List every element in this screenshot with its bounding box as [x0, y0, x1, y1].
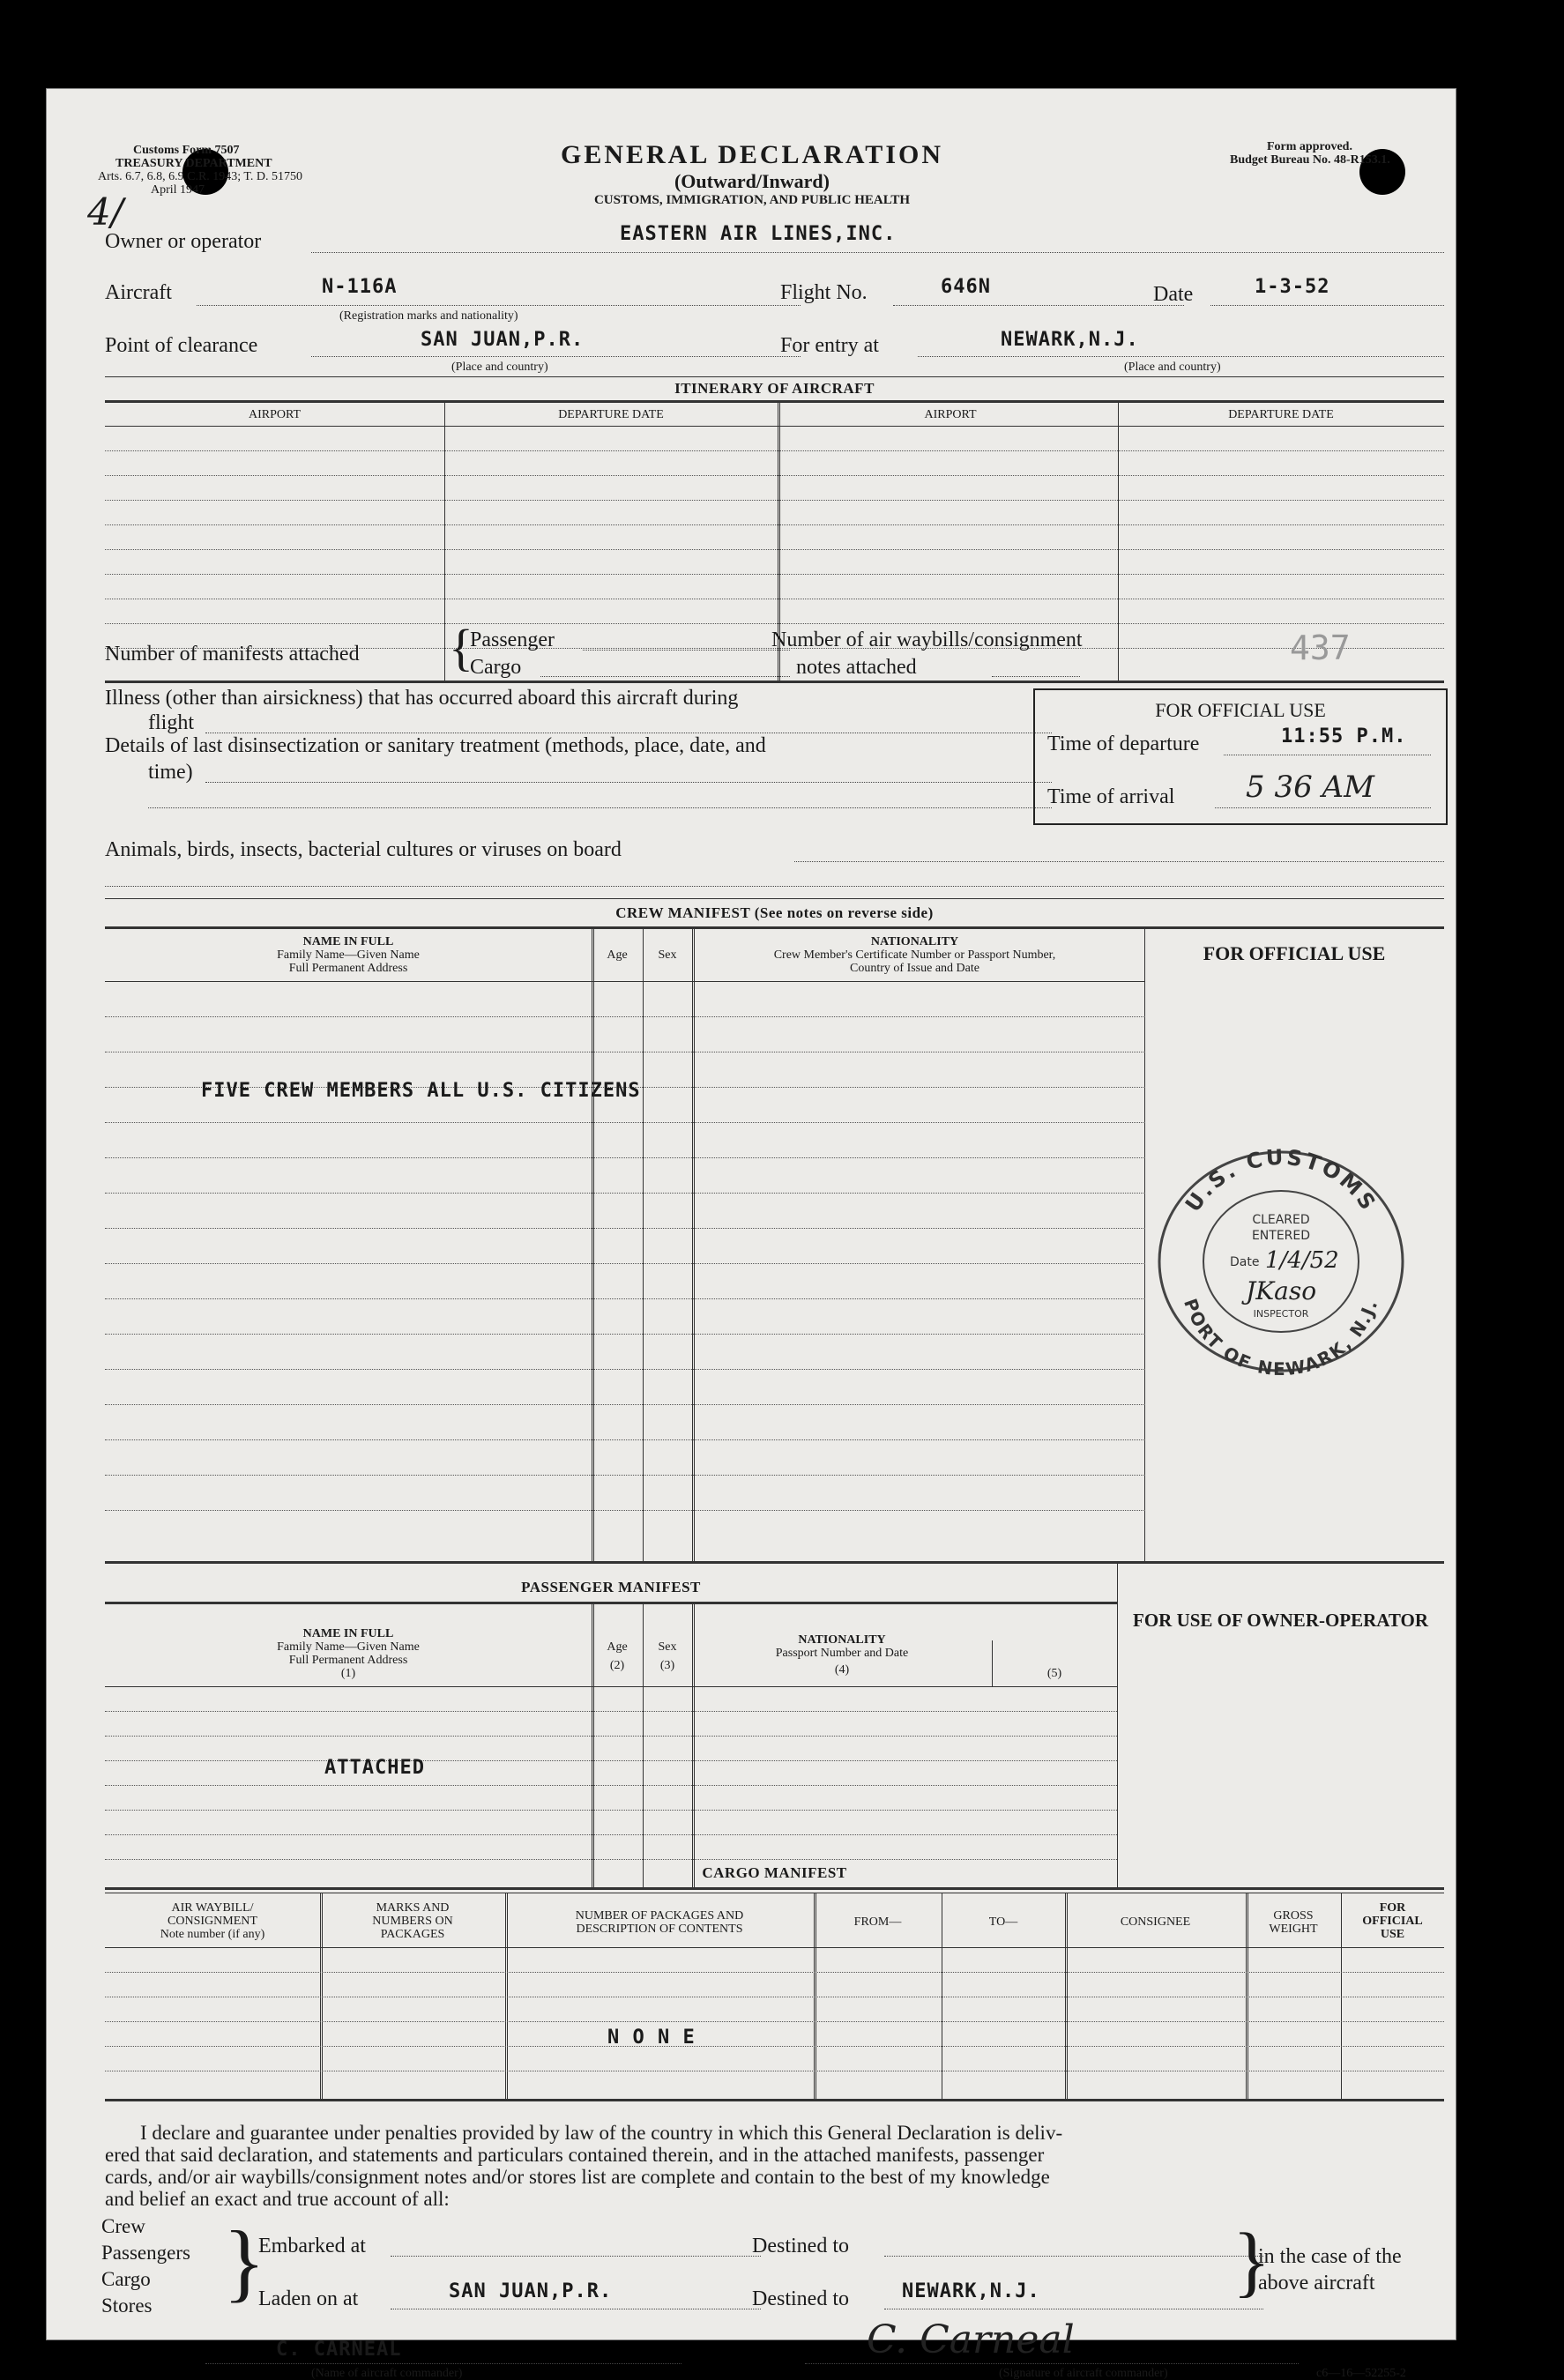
official-box-title: FOR OFFICIAL USE: [1155, 699, 1326, 721]
aircraft-label: Aircraft: [105, 281, 172, 304]
entry-value: NEWARK,N.J.: [1001, 329, 1139, 351]
destined-value: NEWARK,N.J.: [902, 2280, 1040, 2302]
cargo-col-from: FROM—: [853, 1915, 902, 1929]
declaration-form: [46, 88, 1456, 2380]
customs-stamp: [1149, 1142, 1413, 1380]
stamp-top-text: U.S. CUSTOMS: [1180, 1144, 1382, 1216]
title-sub: (Outward/Inward): [674, 170, 830, 192]
crew-entry: FIVE CREW MEMBERS ALL U.S. CITIZENS: [201, 1080, 641, 1102]
disinsect-label-2: time): [148, 761, 193, 784]
crew-col-sex: Sex: [658, 948, 677, 962]
destined-label-2: Destined to: [752, 2287, 849, 2310]
stamp-inspector: INSPECTOR: [1253, 1308, 1309, 1320]
itinerary-col-date-1: DEPARTURE DATE: [558, 408, 664, 421]
itinerary-col-date-2: DEPARTURE DATE: [1228, 408, 1334, 421]
declaration-brace-left: }: [223, 2213, 265, 2310]
declaration-list: Crew Passengers Cargo Stores: [101, 2215, 190, 2317]
waybills-label-2: notes attached: [796, 656, 917, 679]
arrival-label: Time of arrival: [1047, 785, 1175, 808]
waybills-label-1: Number of air waybills/consignment: [771, 628, 1083, 651]
pass-col-name: NAME IN FULL Family Name—Given Name Full Permanent Address (1): [277, 1627, 420, 1680]
stamp-bottom-text: PORT OF NEWARK, N.J.: [1180, 1295, 1382, 1380]
crew-col-nationality: NATIONALITY Crew Member's Certificate Number or Passport Number, Country of Issue and Date: [773, 935, 1056, 975]
crew-manifest-title: CREW MANIFEST (See notes on reverse side): [615, 904, 934, 921]
animals-label: Animals, birds, insects, bacterial cultures or viruses on board: [105, 838, 622, 861]
arrival-value: 5 36 AM: [1246, 770, 1374, 805]
departure-value: 11:55 P.M.: [1281, 725, 1407, 747]
itinerary-col-airport-2: AIRPORT: [924, 408, 977, 421]
itinerary-title: ITINERARY OF AIRCRAFT: [674, 380, 875, 397]
cargo-col-official: FOR OFFICIAL USE: [1362, 1901, 1423, 1941]
clearance-label: Point of clearance: [105, 334, 258, 357]
laden-value: SAN JUAN,P.R.: [449, 2280, 613, 2302]
form-title: [488, 140, 1017, 208]
commander-name: C. CARNEAL: [276, 2339, 402, 2361]
cargo-col-waybill: AIR WAYBILL/ CONSIGNMENT Note number (if any): [160, 1901, 265, 1941]
title-main: GENERAL DECLARATION: [560, 140, 943, 169]
stamp-signature: JKaso: [1246, 1276, 1317, 1305]
manifests-brace: {: [449, 619, 473, 676]
stamp-date-value: 1/4/52: [1265, 1247, 1339, 1274]
declaration-brace-right: }: [1233, 2218, 1271, 2305]
cargo-entry: N O N E: [607, 2027, 696, 2049]
date-label: Date: [1153, 283, 1194, 306]
cargo-manifest-title: CARGO MANIFEST: [702, 1864, 847, 1881]
illness-label-1: Illness (other than airsickness) that has occurred aboard this aircraft during: [105, 687, 739, 710]
laden-label: Laden on at: [258, 2287, 359, 2310]
illness-label-2: flight: [148, 711, 194, 734]
passenger-label: Passenger: [470, 628, 555, 651]
form-meta-left: Customs Form 7507 TREASURY DEPARTMENT Arts. 6.7, 6.8, 6.9 C.R. 1943; T. D. 51750 April 1947: [98, 144, 303, 197]
pass-col-age: Age (2): [607, 1640, 628, 1672]
itinerary-col-airport-1: AIRPORT: [248, 408, 302, 421]
crew-col-name: NAME IN FULL Family Name—Given Name Full Permanent Address: [277, 935, 420, 975]
owner-label: Owner or operator: [105, 230, 262, 253]
cargo-col-marks: MARKS AND NUMBERS ON PACKAGES: [372, 1901, 453, 1941]
pass-col-5: (5): [1046, 1667, 1062, 1680]
declaration-text: I declare and guarantee under penalties provided by law of the country in which this General Declaration is deliv- ered that said declaration, and statements and particulars contained therein, and in the attached manifests, passenger cards, and/or air waybills/consignment notes and/or stores list are complete and contain to the best of my knowledge and belief an exact and true account of all:: [105, 2122, 1063, 2210]
passenger-entry: ATTACHED: [324, 1757, 425, 1779]
entry-label: For entry at: [780, 334, 879, 357]
stamp-cleared: CLEARED: [1252, 1213, 1310, 1227]
stamp-number: 437: [1290, 628, 1351, 667]
stamp-date-label: Date: [1230, 1255, 1260, 1269]
aircraft-note: (Registration marks and nationality): [339, 309, 518, 323]
aircraft-value: N-116A: [322, 276, 398, 298]
entry-note: (Place and country): [1124, 361, 1221, 374]
handwritten-mark: 4/: [87, 190, 123, 234]
owner-value: EASTERN AIR LINES,INC.: [620, 223, 897, 245]
cargo-label: Cargo: [470, 656, 522, 679]
destined-label-1: Destined to: [752, 2235, 849, 2257]
departure-label: Time of departure: [1047, 733, 1200, 755]
flight-label: Flight No.: [780, 281, 868, 304]
case-text-2: above aircraft: [1258, 2272, 1375, 2294]
stamp-entered: ENTERED: [1251, 1229, 1311, 1243]
cargo-col-weight: GROSS WEIGHT: [1269, 1909, 1318, 1936]
flight-value: 646N: [941, 276, 991, 298]
date-value: 1-3-52: [1255, 276, 1330, 298]
case-text-1: in the case of the: [1258, 2245, 1402, 2268]
cargo-col-to: TO—: [988, 1915, 1018, 1929]
disinsect-label-1: Details of last disinsectization or sanitary treatment (methods, place, date, and: [105, 734, 766, 757]
svg-text:U.S. CUSTOMS: [1180, 1145, 1382, 1216]
title-agencies: CUSTOMS, IMMIGRATION, AND PUBLIC HEALTH: [593, 193, 911, 207]
passenger-manifest-title: PASSENGER MANIFEST: [521, 1579, 701, 1595]
clearance-value: SAN JUAN,P.R.: [421, 329, 585, 351]
form-meta-right: Form approved. Budget Bureau No. 48-R153.1.: [1230, 140, 1390, 167]
pass-col-sex: Sex (3): [658, 1640, 677, 1672]
cargo-col-description: NUMBER OF PACKAGES AND DESCRIPTION OF CONTENTS: [575, 1909, 744, 1936]
manifests-label: Number of manifests attached: [105, 643, 360, 666]
commander-signature: C. Carneal: [867, 2317, 1075, 2362]
cargo-col-consignee: CONSIGNEE: [1120, 1915, 1191, 1929]
clearance-note: (Place and country): [451, 361, 548, 374]
crew-col-age: Age: [607, 948, 628, 962]
pass-col-nationality: NATIONALITY Passport Number and Date (4): [775, 1633, 909, 1677]
embarked-label: Embarked at: [258, 2235, 366, 2257]
owner-operator-use: FOR USE OF OWNER-OPERATOR: [1133, 1610, 1429, 1631]
print-code: c6—16—52255-2: [1316, 2367, 1406, 2380]
crew-official-use: FOR OFFICIAL USE: [1203, 942, 1386, 964]
commander-note: (Name of aircraft commander): [311, 2367, 463, 2380]
signature-note: (Signature of aircraft commander): [999, 2367, 1168, 2380]
